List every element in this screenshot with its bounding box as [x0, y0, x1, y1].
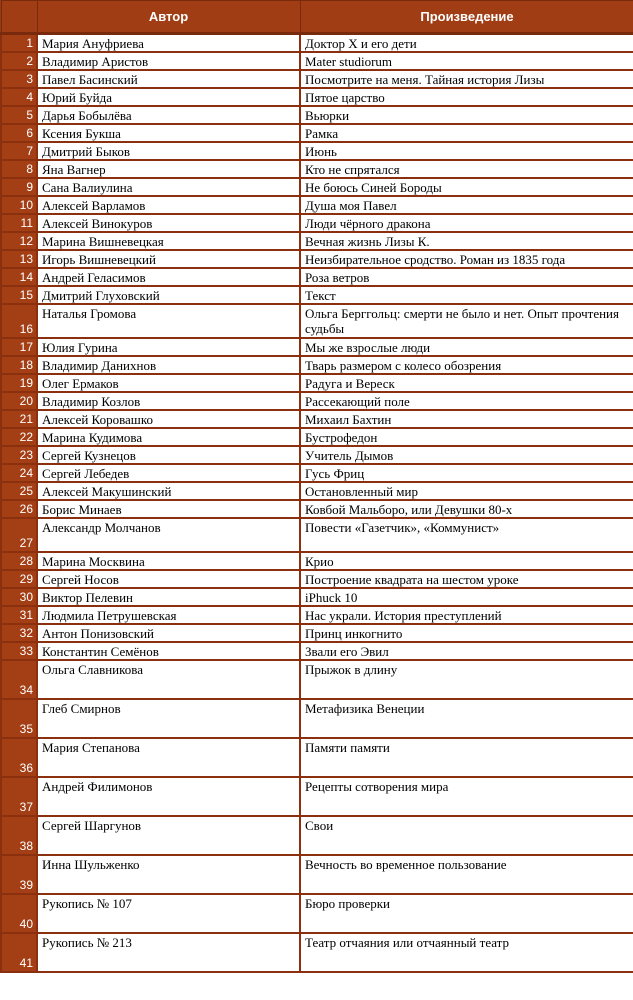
- row-number: 32: [1, 624, 37, 642]
- row-number: 1: [1, 34, 37, 53]
- work-cell: Крио: [300, 552, 633, 570]
- table-row: [1, 52, 633, 70]
- table-row: [1, 699, 633, 738]
- table-row: [1, 196, 633, 214]
- table-row: [1, 356, 633, 374]
- author-cell: Алексей Варламов: [37, 196, 300, 214]
- work-cell: Бюро проверки: [300, 894, 633, 933]
- table-row: [1, 518, 633, 552]
- table-row: [1, 816, 633, 855]
- work-cell: Рассекающий поле: [300, 392, 633, 410]
- author-cell: Людмила Петрушевская: [37, 606, 300, 624]
- author-cell: Сергей Носов: [37, 570, 300, 588]
- work-cell: Вьюрки: [300, 106, 633, 124]
- row-number: 10: [1, 196, 37, 214]
- row-number: 20: [1, 392, 37, 410]
- table-row: [1, 286, 633, 304]
- work-cell: Гусь Фриц: [300, 464, 633, 482]
- work-cell: Неизбирательное сродство. Роман из 1835 года: [300, 250, 633, 268]
- table-row: [1, 178, 633, 196]
- author-cell: Виктор Пелевин: [37, 588, 300, 606]
- table-row: [1, 70, 633, 88]
- author-cell: Борис Минаев: [37, 500, 300, 518]
- row-number: 8: [1, 160, 37, 178]
- row-number: 5: [1, 106, 37, 124]
- author-cell: Сергей Лебедев: [37, 464, 300, 482]
- author-cell: Дмитрий Быков: [37, 142, 300, 160]
- author-cell: Александр Молчанов: [37, 518, 300, 552]
- author-cell: Дарья Бобылёва: [37, 106, 300, 124]
- table-row: [1, 777, 633, 816]
- author-cell: Глеб Смирнов: [37, 699, 300, 738]
- table-row: [1, 588, 633, 606]
- work-cell: Остановленный мир: [300, 482, 633, 500]
- row-number: 30: [1, 588, 37, 606]
- work-cell: Посмотрите на меня. Тайная история Лизы: [300, 70, 633, 88]
- row-number: 38: [1, 816, 37, 855]
- row-number: 12: [1, 232, 37, 250]
- row-number: 17: [1, 338, 37, 356]
- row-number: 25: [1, 482, 37, 500]
- row-number: 11: [1, 214, 37, 232]
- author-cell: Андрей Геласимов: [37, 268, 300, 286]
- row-number: 3: [1, 70, 37, 88]
- table-row: [1, 374, 633, 392]
- work-cell: Ковбой Мальборо, или Девушки 80-х: [300, 500, 633, 518]
- row-number: 2: [1, 52, 37, 70]
- author-cell: Владимир Аристов: [37, 52, 300, 70]
- work-cell: Метафизика Венеции: [300, 699, 633, 738]
- author-cell: Константин Семёнов: [37, 642, 300, 660]
- table-row: [1, 88, 633, 106]
- work-cell: Построение квадрата на шестом уроке: [300, 570, 633, 588]
- work-cell: Памяти памяти: [300, 738, 633, 777]
- table-row: [1, 106, 633, 124]
- work-cell: Вечная жизнь Лизы К.: [300, 232, 633, 250]
- work-cell: Рецепты сотворения мира: [300, 777, 633, 816]
- row-number: 13: [1, 250, 37, 268]
- table-row: [1, 660, 633, 699]
- table-row: [1, 410, 633, 428]
- author-cell: Марина Вишневецкая: [37, 232, 300, 250]
- work-cell: Кто не спрятался: [300, 160, 633, 178]
- table-row: [1, 392, 633, 410]
- table-row: [1, 232, 633, 250]
- table-row: [1, 160, 633, 178]
- table-row: [1, 464, 633, 482]
- row-number: 22: [1, 428, 37, 446]
- work-cell: Роза ветров: [300, 268, 633, 286]
- author-cell: Юрий Буйда: [37, 88, 300, 106]
- author-cell: Наталья Громова: [37, 304, 300, 338]
- row-number: 6: [1, 124, 37, 142]
- table-row: [1, 338, 633, 356]
- row-number: 26: [1, 500, 37, 518]
- table-row: [1, 304, 633, 338]
- table-row: [1, 855, 633, 894]
- author-cell: Дмитрий Глуховский: [37, 286, 300, 304]
- author-cell: Ксения Букша: [37, 124, 300, 142]
- author-cell: Игорь Вишневецкий: [37, 250, 300, 268]
- row-number: 14: [1, 268, 37, 286]
- table-row: [1, 642, 633, 660]
- work-cell: Повести «Газетчик», «Коммунист»: [300, 518, 633, 552]
- author-cell: Юлия Гурина: [37, 338, 300, 356]
- work-cell: Душа моя Павел: [300, 196, 633, 214]
- row-number: 18: [1, 356, 37, 374]
- table-row: [1, 570, 633, 588]
- work-cell: Принц инкогнито: [300, 624, 633, 642]
- author-cell: Олег Ермаков: [37, 374, 300, 392]
- work-cell: Тварь размером с колесо обозрения: [300, 356, 633, 374]
- header-row: [1, 1, 633, 34]
- work-cell: Радуга и Вереск: [300, 374, 633, 392]
- row-number: 4: [1, 88, 37, 106]
- work-cell: Учитель Дымов: [300, 446, 633, 464]
- table-row: [1, 482, 633, 500]
- author-cell: Яна Вагнер: [37, 160, 300, 178]
- work-cell: Прыжок в длину: [300, 660, 633, 699]
- table-row: [1, 250, 633, 268]
- author-cell: Владимир Данихнов: [37, 356, 300, 374]
- row-number: 16: [1, 304, 37, 338]
- author-cell: Сергей Шаргунов: [37, 816, 300, 855]
- author-cell: Сергей Кузнецов: [37, 446, 300, 464]
- work-cell: Бустрофедон: [300, 428, 633, 446]
- work-cell: Звали его Эвил: [300, 642, 633, 660]
- work-cell: Mater studiorum: [300, 52, 633, 70]
- work-cell: Люди чёрного дракона: [300, 214, 633, 232]
- author-cell: Мария Ануфриева: [37, 34, 300, 53]
- author-cell: Павел Басинский: [37, 70, 300, 88]
- author-cell: Рукопись № 107: [37, 894, 300, 933]
- author-cell: Инна Шульженко: [37, 855, 300, 894]
- row-number: 33: [1, 642, 37, 660]
- work-cell: Не боюсь Синей Бороды: [300, 178, 633, 196]
- row-number: 34: [1, 660, 37, 699]
- table-row: [1, 738, 633, 777]
- author-cell: Алексей Винокуров: [37, 214, 300, 232]
- author-cell: Сана Валиулина: [37, 178, 300, 196]
- row-number: 28: [1, 552, 37, 570]
- work-cell: iPhuck 10: [300, 588, 633, 606]
- row-number: 31: [1, 606, 37, 624]
- work-column-header: Произведение: [300, 1, 633, 34]
- author-cell: Мария Степанова: [37, 738, 300, 777]
- row-number: 15: [1, 286, 37, 304]
- work-cell: Свои: [300, 816, 633, 855]
- row-number: 41: [1, 933, 37, 972]
- row-number: 9: [1, 178, 37, 196]
- row-number: 29: [1, 570, 37, 588]
- table-row: [1, 446, 633, 464]
- row-number: 40: [1, 894, 37, 933]
- author-column-header: Автор: [37, 1, 300, 34]
- row-number: 21: [1, 410, 37, 428]
- table-row: [1, 606, 633, 624]
- work-cell: Июнь: [300, 142, 633, 160]
- table-row: [1, 894, 633, 933]
- author-cell: Марина Москвина: [37, 552, 300, 570]
- author-cell: Антон Понизовский: [37, 624, 300, 642]
- work-cell: Театр отчаяния или отчаянный театр: [300, 933, 633, 972]
- work-cell: Доктор Х и его дети: [300, 34, 633, 53]
- row-number: 37: [1, 777, 37, 816]
- author-cell: Рукопись № 213: [37, 933, 300, 972]
- row-number: 27: [1, 518, 37, 552]
- row-number: 19: [1, 374, 37, 392]
- author-cell: Ольга Славникова: [37, 660, 300, 699]
- row-number: 7: [1, 142, 37, 160]
- author-cell: Алексей Коровашко: [37, 410, 300, 428]
- table-row: [1, 500, 633, 518]
- work-cell: Пятое царство: [300, 88, 633, 106]
- table-row: [1, 933, 633, 972]
- row-number: 24: [1, 464, 37, 482]
- author-cell: Марина Кудимова: [37, 428, 300, 446]
- work-cell: Ольга Берггольц: смерти не было и нет. Опыт прочтения судьбы: [300, 304, 633, 338]
- table-row: [1, 34, 633, 53]
- number-column-header: [1, 1, 37, 34]
- table-row: [1, 624, 633, 642]
- author-cell: Алексей Макушинский: [37, 482, 300, 500]
- author-cell: Андрей Филимонов: [37, 777, 300, 816]
- work-cell: Нас украли. История преступлений: [300, 606, 633, 624]
- work-cell: Рамка: [300, 124, 633, 142]
- row-number: 23: [1, 446, 37, 464]
- work-cell: Мы же взрослые люди: [300, 338, 633, 356]
- row-number: 35: [1, 699, 37, 738]
- work-cell: Текст: [300, 286, 633, 304]
- table-row: [1, 142, 633, 160]
- table-row: [1, 428, 633, 446]
- table-row: [1, 552, 633, 570]
- work-cell: Михаил Бахтин: [300, 410, 633, 428]
- author-cell: Владимир Козлов: [37, 392, 300, 410]
- row-number: 39: [1, 855, 37, 894]
- table-row: [1, 268, 633, 286]
- work-cell: Вечность во временное пользование: [300, 855, 633, 894]
- table-body: [1, 34, 633, 973]
- table-row: [1, 124, 633, 142]
- table-row: [1, 214, 633, 232]
- row-number: 36: [1, 738, 37, 777]
